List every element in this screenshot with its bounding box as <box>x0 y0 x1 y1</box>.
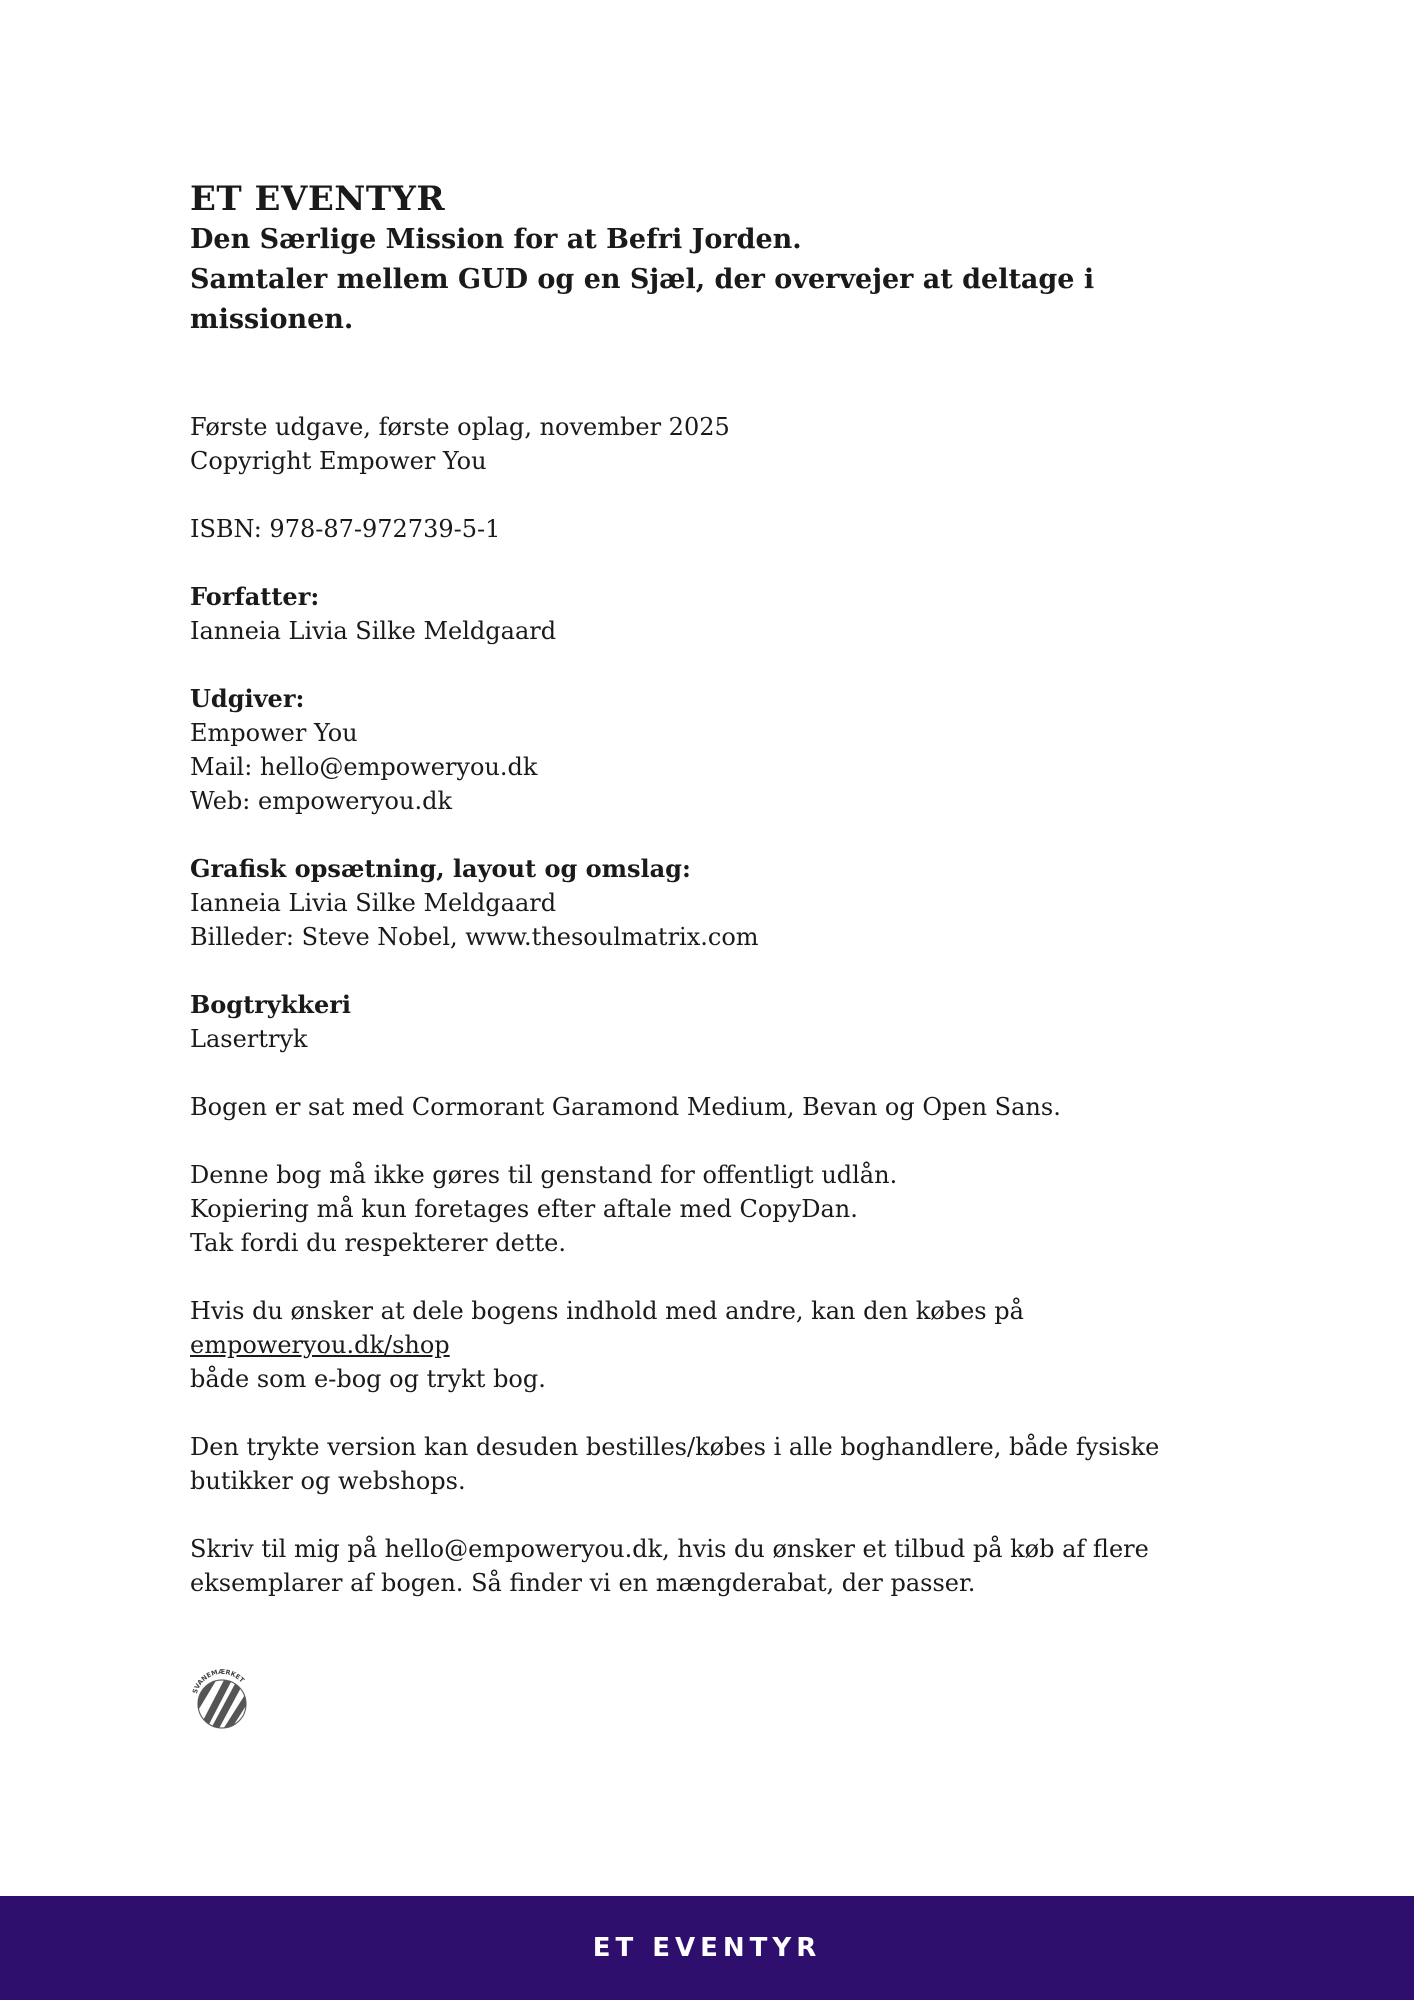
purchase-formats: både som e-bog og trykt bog. <box>190 1365 546 1393</box>
rights-line-3: Tak fordi du respekterer dette. <box>190 1229 566 1257</box>
publisher-mail: Mail: hello@empoweryou.dk <box>190 753 538 781</box>
author-name: Ianneia Livia Silke Meldgaard <box>190 617 557 645</box>
shop-link[interactable]: empoweryou.dk/shop <box>190 1331 450 1359</box>
rights-line-2: Kopiering må kun foretages efter aftale med CopyDan. <box>190 1195 858 1223</box>
colophon-page <box>190 178 1250 1634</box>
design-block <box>190 852 1250 954</box>
fonts-note: Bogen er sat med Cormorant Garamond Medium, Bevan og Open Sans. <box>190 1093 1061 1121</box>
book-title: ET EVENTYR <box>190 179 446 219</box>
edition-line: Første udgave, første oplag, november 2025 <box>190 413 730 441</box>
ecolabel-logo <box>190 1668 254 1732</box>
author-block <box>190 580 1250 648</box>
printer-block <box>190 988 1250 1056</box>
isbn-block <box>190 512 1250 546</box>
publisher-web: Web: empoweryou.dk <box>190 787 452 815</box>
footer-title: ET EVENTYR <box>592 1933 822 1963</box>
rights-line-1: Denne bog må ikke gøres til genstand for offentligt udlån. <box>190 1161 898 1189</box>
ecolabel-text: SVANEMÆRKET <box>190 1668 246 1695</box>
colophon-body <box>190 410 1250 1600</box>
isbn-line: ISBN: 978-87-972739-5-1 <box>190 515 501 543</box>
images-credit: Billeder: Steve Nobel, www.thesoulmatrix.com <box>190 923 759 951</box>
edition-block <box>190 410 1250 478</box>
stores-note: Den trykte version kan desuden bestilles/købes i alle boghandlere, både fysiske butikker og webshops. <box>190 1433 1160 1495</box>
purchase-text: Hvis du ønsker at dele bogens indhold med andre, kan den købes på <box>190 1297 1024 1325</box>
footer-bar <box>0 1896 1414 2000</box>
printer-label: Bogtrykkeri <box>190 990 352 1019</box>
publisher-name: Empower You <box>190 719 358 747</box>
printer-name: Lasertryk <box>190 1025 308 1053</box>
design-name: Ianneia Livia Silke Meldgaard <box>190 889 557 917</box>
author-label: Forfatter: <box>190 582 320 611</box>
swan-ecolabel-icon <box>190 1668 254 1732</box>
copyright-line: Copyright Empower You <box>190 447 487 475</box>
publisher-label: Udgiver: <box>190 684 305 713</box>
book-subtitle-2: Samtaler mellem GUD og en Sjæl, der overvejer at deltage i missionen. <box>190 264 1095 335</box>
rights-block <box>190 1158 1250 1260</box>
book-subtitle-1: Den Særlige Mission for at Befri Jorden. <box>190 224 802 255</box>
publisher-block <box>190 682 1250 818</box>
purchase-block <box>190 1294 1250 1396</box>
bulk-note: Skriv til mig på hello@empoweryou.dk, hvis du ønsker et tilbud på køb af flere eksemplarer af bogen. Så finder vi en mængderabat, der passer. <box>190 1535 1149 1597</box>
design-label: Grafisk opsætning, layout og omslag: <box>190 854 691 883</box>
